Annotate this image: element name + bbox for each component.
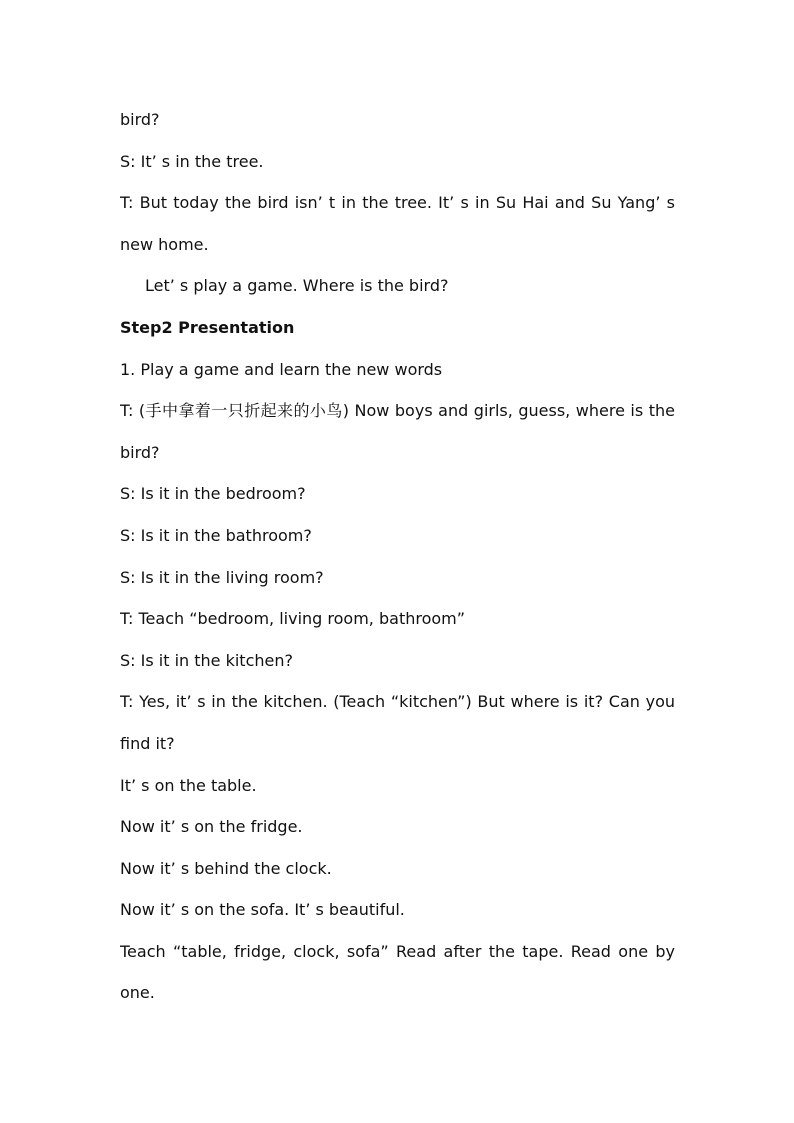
text-line: Teach “table, fridge, clock, sofa” Read after the tape. Read one by [120, 941, 675, 961]
text-line: one. [120, 983, 155, 1003]
text-line: new home. [120, 234, 209, 254]
text-line: find it? [120, 733, 175, 753]
text-line: Now it’ s on the fridge. [120, 817, 303, 837]
text-line: bird? [120, 442, 160, 462]
text-line: S: Is it in the bathroom? [120, 525, 312, 545]
text-line: Now it’ s behind the clock. [120, 858, 332, 878]
text-line: T: But today the bird isn’ t in the tree. It’ s in Su Hai and Su Yang’ s [120, 193, 675, 213]
text-line: T: Yes, it’ s in the kitchen. (Teach “kitchen”) But where is it? Can you [120, 692, 675, 712]
text-line: T: Teach “bedroom, living room, bathroom” [120, 609, 466, 629]
text-line: S: Is it in the living room? [120, 567, 324, 587]
text-line: Let’ s play a game. Where is the bird? [145, 276, 449, 296]
text-line: S: Is it in the bedroom? [120, 484, 306, 504]
text-line: S: It’ s in the tree. [120, 151, 264, 171]
text-line: T: (手中拿着一只折起来的小鸟) Now boys and girls, guess, where is the [120, 401, 675, 421]
text-line: bird? [120, 110, 160, 129]
text-line: It’ s on the table. [120, 775, 257, 795]
text-line: 1. Play a game and learn the new words [120, 359, 443, 379]
text-line: Now it’ s on the sofa. It’ s beautiful. [120, 900, 405, 920]
text-line: S: Is it in the kitchen? [120, 650, 293, 670]
document-body [120, 99, 675, 1014]
section-heading: Step2 Presentation [120, 317, 295, 337]
